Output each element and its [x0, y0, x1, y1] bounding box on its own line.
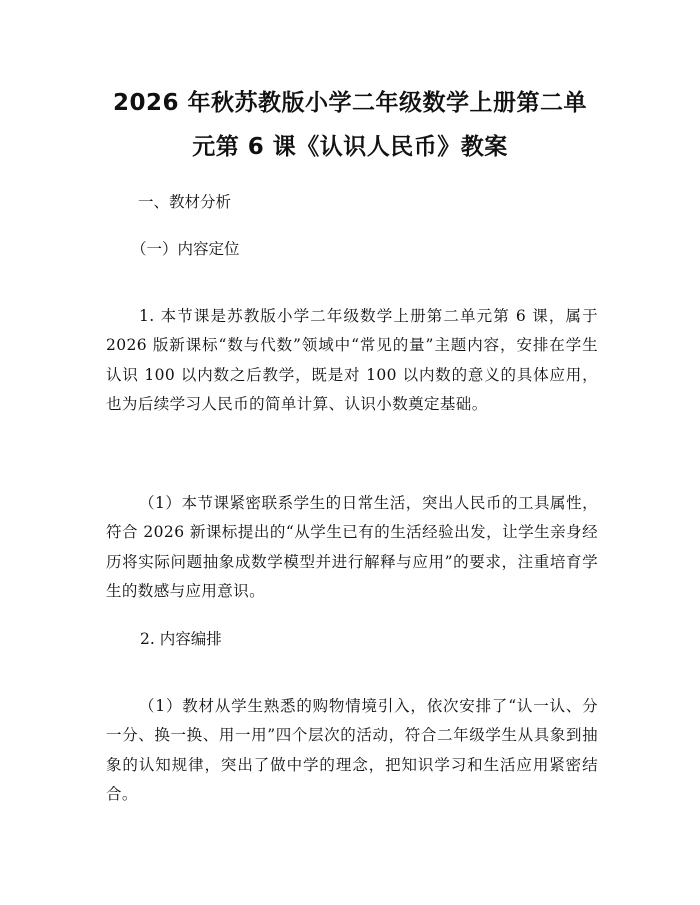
paragraph-content-positioning: 1. 本节课是苏教版小学二年级数学上册第二单元第 6 课，属于 2026 版新课标“数与代数”领域中“常见的量”主题内容，安排在学生认识 100 以内数之后教学，既是对 100 以内数的意义的具体应用，也为后续学习人民币的简单计算、认识小数奠定基础。	[106, 306, 598, 413]
paragraph-curriculum-standard: （1）本节课紧密联系学生的日常生活，突出人民币的工具属性，符合 2026 新课标提出的“从学生已有的生活经验出发，让学生亲身经历将实际问题抽象成数学模型并进行解释与应用”的要求，注重培育学生的数感与应用意识。	[106, 493, 598, 600]
document-title-line-2: 元第 6 课《认识人民币》教案	[192, 134, 508, 160]
document-title-line-1: 2026 年秋苏教版小学二年级数学上册第二单	[112, 90, 588, 116]
section-heading: 一、教材分析	[138, 193, 232, 211]
item-heading-content-arrangement: 2. 内容编排	[140, 630, 222, 648]
subsection-heading: （一）内容定位	[131, 240, 240, 258]
paragraph-content-arrangement: （1）教材从学生熟悉的购物情境引入，依次安排了“认一认、分一分、换一换、用一用”四个层次的活动，符合二年级学生从具象到抽象的认知规律，突出了做中学的理念，把知识学习和生活应用紧密结合。	[106, 696, 598, 803]
